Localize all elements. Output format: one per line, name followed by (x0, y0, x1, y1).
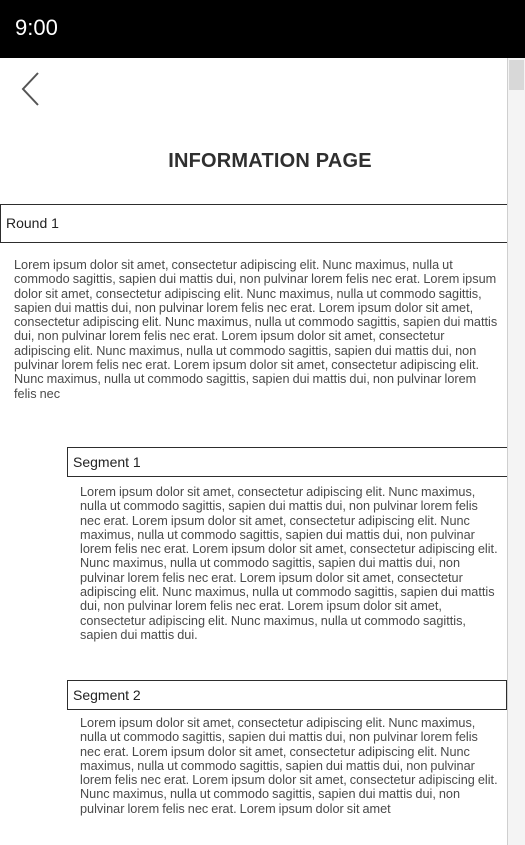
round-1-header[interactable]: Round 1 (0, 204, 508, 243)
back-button[interactable] (16, 70, 46, 108)
segment-1-header[interactable]: Segment 1 (67, 447, 508, 477)
status-time: 9:00 (15, 15, 58, 40)
segment-2-header[interactable]: Segment 2 (67, 680, 507, 710)
chevron-left-icon (16, 70, 46, 108)
vertical-scrollbar[interactable] (507, 58, 525, 845)
segment-2-description: Lorem ipsum dolor sit amet, consectetur adipiscing elit. Nunc maximus, nulla ut commodo sagittis, sapien dui mattis dui, non pulvinar lorem felis nec erat. Lorem ipsum dolor sit amet, consectetur adipiscing elit. Nunc maximus, nulla ut commodo sagittis, sapien dui mattis dui, non pulvinar lorem felis nec erat. Lorem ipsum dolor sit amet, consectetur adipiscing elit. Nunc maximus, nulla ut commodo sagittis, sapien dui mattis dui, non pulvinar lorem felis nec erat. Lorem ipsum dolor sit amet (80, 716, 498, 816)
segment-1-description: Lorem ipsum dolor sit amet, consectetur adipiscing elit. Nunc maximus, nulla ut commodo sagittis, sapien dui mattis dui, non pulvinar lorem felis nec erat. Lorem ipsum dolor sit amet, consectetur adipiscing elit. Nunc maximus, nulla ut commodo sagittis, sapien dui mattis dui, non pulvinar lorem felis nec erat. Lorem ipsum dolor sit amet, consectetur adipiscing elit. Nunc maximus, nulla ut commodo sagittis, sapien dui mattis dui, non pulvinar lorem felis nec erat. Lorem ipsum dolor sit amet, consectetur adipiscing elit. Nunc maximus, nulla ut commodo sagittis, sapien dui mattis dui, non pulvinar lorem felis nec erat. Lorem ipsum dolor sit amet, consectetur adipiscing elit. Nunc maximus, nulla ut commodo sagittis, sapien dui mattis dui. (80, 485, 498, 642)
round-1-description: Lorem ipsum dolor sit amet, consectetur adipiscing elit. Nunc maximus, nulla ut commodo sagittis, sapien dui mattis dui, non pulvinar lorem felis nec erat. Lorem ipsum dolor sit amet, consectetur adipiscing elit. Nunc maximus, nulla ut commodo sagittis, sapien dui mattis dui, non pulvinar lorem felis nec erat. Lorem ipsum dolor sit amet, consectetur adipiscing elit. Nunc maximus, nulla ut commodo sagittis, sapien dui mattis dui, non pulvinar lorem felis nec erat. Lorem ipsum dolor sit amet, consectetur adipiscing elit. Nunc maximus, nulla ut commodo sagittis, sapien dui mattis dui, non pulvinar lorem felis nec erat. Lorem ipsum dolor sit amet, consectetur adipiscing elit. Nunc maximus, nulla ut commodo sagittis, sapien dui mattis dui, non pulvinar lorem felis nec (14, 258, 498, 401)
scrollbar-thumb[interactable] (509, 60, 524, 90)
information-screen (0, 58, 525, 845)
status-bar (0, 0, 525, 58)
page-title: INFORMATION PAGE (168, 150, 372, 172)
